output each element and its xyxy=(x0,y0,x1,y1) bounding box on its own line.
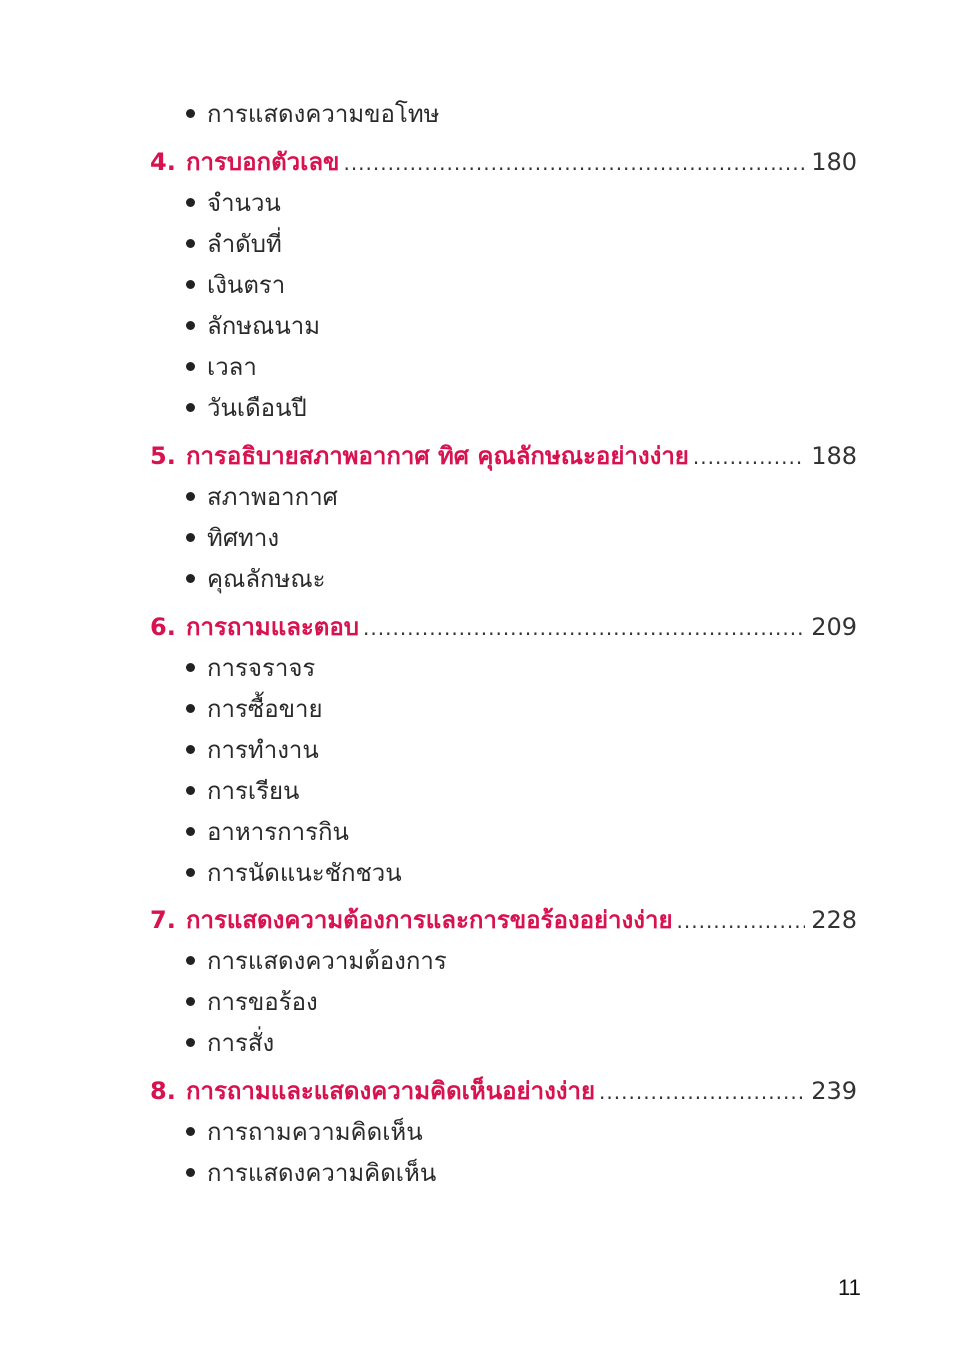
list-item: ลักษณนาม xyxy=(186,308,320,344)
bullet-icon xyxy=(186,280,195,289)
bullet-icon xyxy=(186,1168,195,1177)
toc-heading-4[interactable]: 4. การบอกตัวเลข ..... 180 xyxy=(150,144,857,181)
list-item: การถามความคิดเห็น xyxy=(186,1114,423,1150)
bullet-icon xyxy=(186,827,195,836)
bullet-icon xyxy=(186,868,195,877)
bullet-icon xyxy=(186,574,195,583)
dot-leader xyxy=(693,439,805,475)
bullet-icon xyxy=(186,1127,195,1136)
list-item: ทิศทาง xyxy=(186,520,279,556)
list-item: การแสดงความขอโทษ xyxy=(186,96,440,132)
page-number: 11 xyxy=(838,1275,861,1300)
bullet-icon xyxy=(186,533,195,542)
list-item: การสั่ง xyxy=(186,1025,274,1061)
toc-heading-5[interactable]: 5. การอธิบายสภาพอากาศ ทิศ คุณลักษณะอย่างง่าย ..... 188 xyxy=(150,438,857,475)
list-item: การขอร้อง xyxy=(186,984,318,1020)
list-item: การซื้อขาย xyxy=(186,691,323,727)
list-item: การเรียน xyxy=(186,773,299,809)
list-item: จำนวน xyxy=(186,185,281,221)
bullet-icon xyxy=(186,745,195,754)
list-item: การทำงาน xyxy=(186,732,319,768)
bullet-icon xyxy=(186,109,195,118)
bullet-icon xyxy=(186,362,195,371)
list-item: การแสดงความคิดเห็น xyxy=(186,1155,436,1191)
bullet-icon xyxy=(186,492,195,501)
dot-leader xyxy=(599,1074,805,1110)
list-item: ลำดับที่ xyxy=(186,226,282,262)
bullet-icon xyxy=(186,997,195,1006)
bullet-icon xyxy=(186,956,195,965)
bullet-icon xyxy=(186,786,195,795)
list-item: เงินตรา xyxy=(186,267,285,303)
bullet-icon xyxy=(186,321,195,330)
list-item: สภาพอากาศ xyxy=(186,479,338,515)
bullet-icon xyxy=(186,239,195,248)
bullet-icon xyxy=(186,663,195,672)
dot-leader xyxy=(343,145,805,181)
list-item: การแสดงความต้องการ xyxy=(186,943,447,979)
toc-heading-6[interactable]: 6. การถามและตอบ ..... 209 xyxy=(150,609,857,646)
list-item: วันเดือนปี xyxy=(186,390,307,426)
list-item: อาหารการกิน xyxy=(186,814,349,850)
list-item: การจราจร xyxy=(186,650,315,686)
toc-heading-7[interactable]: 7. การแสดงความต้องการและการขอร้องอย่างง่าย ..... 228 xyxy=(150,902,857,939)
bullet-icon xyxy=(186,198,195,207)
list-item: คุณลักษณะ xyxy=(186,561,326,597)
list-item: เวลา xyxy=(186,349,257,385)
bullet-icon xyxy=(186,704,195,713)
dot-leader xyxy=(363,610,805,646)
bullet-icon xyxy=(186,1038,195,1047)
toc-heading-8[interactable]: 8. การถามและแสดงความคิดเห็นอย่างง่าย ..... 239 xyxy=(150,1073,857,1110)
bullet-icon xyxy=(186,403,195,412)
dot-leader xyxy=(677,903,806,939)
list-item: การนัดแนะชักชวน xyxy=(186,855,402,891)
